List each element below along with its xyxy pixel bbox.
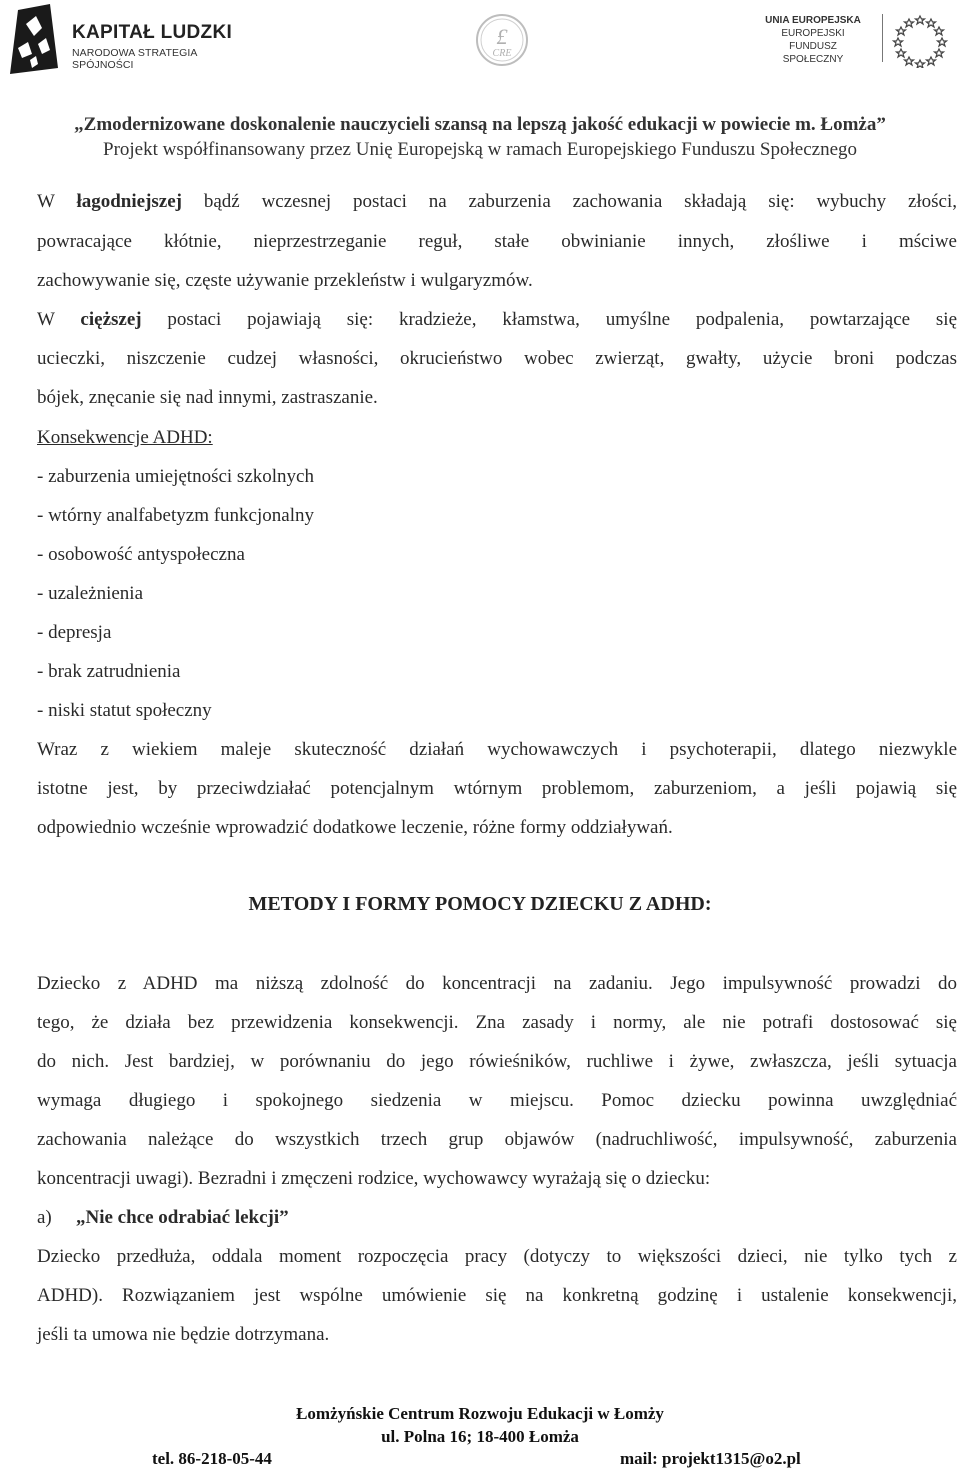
para4-line1: Dziecko z ADHD ma niższą zdolność do koncentracji na zadaniu. Jego impulsywność prowadzi do <box>37 973 957 994</box>
consequence-item: - zaburzenia umiejętności szkolnych <box>37 466 314 487</box>
cre-mark-text: CRE <box>492 48 512 59</box>
footer-phone: tel. 86-218-05-44 <box>152 1449 272 1468</box>
footer-email: mail: projekt1315@o2.pl <box>620 1449 801 1468</box>
project-title: „Zmodernizowane doskonalenie nauczycieli szansą na lepszą jakość edukacji w powiecie m. Łomża” <box>74 114 886 135</box>
item-a-marker: a) <box>37 1207 52 1228</box>
consequence-item: - osobowość antyspołeczna <box>37 544 245 565</box>
para3-line3: odpowiednio wcześnie wprowadzić dodatkowe leczenie, różne formy oddziaływań. <box>37 817 673 838</box>
ue-line-1: UNIA EUROPEJSKA <box>765 15 861 26</box>
kapital-ludzki-subtitle: NARODOWA STRATEGIA SPÓJNOŚCI <box>72 47 197 71</box>
para1-bold-term: łagodniejszej <box>76 191 182 212</box>
consequences-heading: Konsekwencje ADHD: <box>37 427 213 448</box>
item-a-text: „Nie chce odrabiać lekcji” <box>76 1207 289 1228</box>
para2-w: W <box>37 309 55 330</box>
para2-line3: bójek, znęcanie się nad innymi, zastraszanie. <box>37 387 378 408</box>
para4-line5: zachowania należące do wszystkich trzech grup objawów (nadruchliwość, impulsywność, zaburzenia <box>37 1129 957 1150</box>
ue-line-2: EUROPEJSKI <box>781 28 845 39</box>
para1-line3: zachowywanie się, częste używanie przekleństw i wulgaryzmów. <box>37 270 533 291</box>
consequence-item: - uzależnienia <box>37 583 144 604</box>
consequence-item: - niski statut społeczny <box>37 700 212 721</box>
para4-line4: wymaga długiego i spokojnego siedzenia w miejscu. Pomoc dziecku powinna uwzględniać <box>37 1090 957 1111</box>
cre-logo <box>474 10 530 74</box>
eu-stars-icon <box>890 8 950 68</box>
kapital-ludzki-emblem-icon <box>6 2 62 78</box>
ue-line-3: FUNDUSZ SPOŁECZNY <box>782 41 844 65</box>
footer-organization: Łomżyńskie Centrum Rozwoju Edukacji w Łomży <box>296 1404 664 1423</box>
para3-line1: Wraz z wiekiem maleje skuteczność działań wychowawczych i psychoterapii, dlatego niezwykle <box>37 739 957 760</box>
eu-divider <box>882 14 883 62</box>
para2-line1-rest: postaci pojawiają się: kradzieże, kłamstwa, umyślne podpalenia, powtarzające się <box>167 309 957 330</box>
section-heading: METODY I FORMY POMOCY DZIECKU Z ADHD: <box>248 893 712 915</box>
kapital-ludzki-title: KAPITAŁ LUDZKI <box>72 22 233 43</box>
para1-line2: powracające kłótnie, nieprzestrzeganie reguł, stałe obwinianie innych, złośliwe i mściwe <box>37 231 957 252</box>
para4-line2: tego, że działa bez przewidzenia konsekwencji. Zna zasady i normy, ale nie potrafi dostosować się <box>37 1012 957 1033</box>
para5-line3: jeśli ta umowa nie będzie dotrzymana. <box>37 1324 330 1345</box>
para3-line2: istotne jest, by przeciwdziałać potencjalnym wtórnym problemom, zaburzeniom, a jeśli pojawią się <box>37 778 957 799</box>
project-subtitle: Projekt współfinansowany przez Unię Europejską w ramach Europejskiego Funduszu Społecznego <box>103 139 857 160</box>
kapital-ludzki-logo <box>6 2 246 82</box>
unia-europejska-logo <box>764 8 954 68</box>
para5-line2: ADHD). Rozwiązaniem jest wspólne umówienie się na konkretną godzinę i ustalenie konsekwencji, <box>37 1285 957 1306</box>
para4-line6: koncentracji uwagi). Bezradni i zmęczeni rodzice, wychowawcy wyrażają się o dziecku: <box>37 1168 711 1189</box>
para4-line3: do nich. Jest bardziej, w porównaniu do jego rówieśników, ruchliwe i żywe, zwłaszcza, jeśli sytuacja <box>37 1051 957 1072</box>
svg-text:£: £ <box>496 24 508 49</box>
para5-line1: Dziecko przedłuża, oddala moment rozpoczęcia pracy (dotyczy to większości dzieci, nie tylko tych z <box>37 1246 957 1267</box>
para2-line1 <box>37 309 957 331</box>
consequence-item: - wtórny analfabetyzm funkcjonalny <box>37 505 314 526</box>
para2-bold-term: cięższej <box>80 309 142 330</box>
para1-w: W <box>37 191 55 212</box>
para2-line2: ucieczki, niszczenie cudzej własności, okrucieństwo wobec zwierząt, gwałty, użycie broni podczas <box>37 348 957 369</box>
cre-emblem-icon <box>474 10 530 74</box>
consequence-item: - depresja <box>37 622 112 643</box>
para1-line1-rest: bądź wczesnej postaci na zaburzenia zachowania składają się: wybuchy złości, <box>203 191 958 212</box>
para1-line1 <box>37 191 957 213</box>
consequence-item: - brak zatrudnienia <box>37 661 181 682</box>
footer-address: ul. Polna 16; 18-400 Łomża <box>381 1427 579 1446</box>
